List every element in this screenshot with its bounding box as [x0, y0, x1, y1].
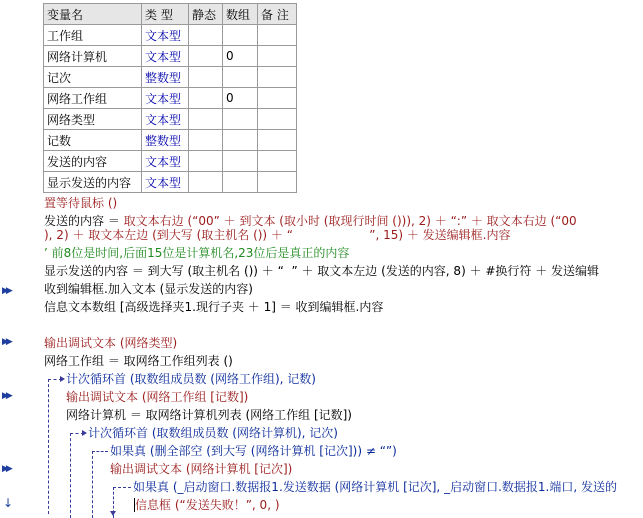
code-line-message-box[interactable]: 信息框 (“发送失败！”, 0, ) — [135, 498, 280, 512]
collapse-marker-icon[interactable]: ▶▶ — [2, 391, 10, 401]
var-array-cell[interactable] — [223, 172, 258, 193]
block-guide — [92, 451, 93, 518]
table-row[interactable] — [44, 88, 297, 109]
code-line-get-computers[interactable]: 网络计算机 ＝ 取网络计算机列表 (网络工作组 [记数]) — [66, 408, 352, 422]
var-type-cell[interactable]: 文本型 — [142, 46, 189, 67]
block-guide — [92, 451, 108, 452]
var-type-cell[interactable]: 文本型 — [142, 151, 189, 172]
block-end-arrow-icon — [110, 511, 116, 516]
loop-arrow-icon — [60, 376, 65, 382]
variable-table — [43, 3, 297, 193]
table-row[interactable] — [44, 46, 297, 67]
var-static-cell[interactable] — [189, 25, 223, 46]
header-type: 类 型 — [142, 4, 189, 25]
header-name: 变量名 — [44, 4, 142, 25]
var-static-cell[interactable] — [189, 67, 223, 88]
var-name-cell[interactable]: 工作组 — [44, 25, 142, 46]
header-array: 数组 — [223, 4, 258, 25]
code-line-continuation[interactable]: ), 2) ＋ 取文本左边 (到大写 (取主机名 ()) ＋ “ ”, 15) ＋ 发送编辑框.内容 — [44, 228, 511, 242]
table-row[interactable] — [44, 25, 297, 46]
var-array-cell[interactable] — [223, 25, 258, 46]
loop-arrow-icon — [82, 430, 87, 436]
current-line-arrow-icon: ↓ — [3, 496, 14, 510]
var-static-cell[interactable] — [189, 88, 223, 109]
var-name-cell[interactable]: 记次 — [44, 67, 142, 88]
code-comment[interactable]: ’ 前8位是时间,后面15位是计算机名,23位后是真正的内容 — [44, 246, 350, 260]
var-note-cell[interactable] — [258, 130, 297, 151]
code-line-append-text[interactable]: 收到编辑框.加入文本 (显示发送的内容) — [44, 282, 253, 296]
var-type-cell[interactable]: 文本型 — [142, 172, 189, 193]
code-line-debug-output-type[interactable]: 输出调试文本 (网络类型) — [44, 336, 178, 350]
var-note-cell[interactable] — [258, 25, 297, 46]
var-static-cell[interactable] — [189, 151, 223, 172]
code-line-if-not-empty[interactable]: 如果真 (删全部空 (到大写 (网络计算机 [记次])) ≠ “”) — [110, 444, 397, 458]
var-name-cell[interactable]: 记数 — [44, 130, 142, 151]
var-static-cell[interactable] — [189, 46, 223, 67]
breakpoint-gutter[interactable] — [0, 0, 14, 518]
var-static-cell[interactable] — [189, 172, 223, 193]
var-type-cell[interactable]: 文本型 — [142, 109, 189, 130]
variable-table-header — [44, 4, 297, 25]
var-type-cell[interactable]: 整数型 — [142, 67, 189, 88]
code-line-if-send-data[interactable]: 如果真 (_启动窗口.数据报1.发送数据 (网络计算机 [记次], _启动窗口.数据报1.端口, 发送的 — [133, 480, 617, 494]
code-line-info-array[interactable]: 信息文本数组 [高级选择夹1.现行子夹 ＋ 1] ＝ 收到编辑框.内容 — [44, 300, 384, 314]
table-row[interactable] — [44, 109, 297, 130]
collapse-marker-icon[interactable]: ▶▶ — [2, 337, 10, 347]
var-static-cell[interactable] — [189, 130, 223, 151]
var-array-cell[interactable]: 0 — [223, 88, 258, 109]
block-guide — [113, 487, 131, 488]
var-array-cell[interactable] — [223, 67, 258, 88]
code-line-loop-computers[interactable]: 计次循环首 (取数组成员数 (网络计算机), 记次) — [88, 426, 338, 440]
var-static-cell[interactable] — [189, 109, 223, 130]
var-array-cell[interactable] — [223, 130, 258, 151]
var-name-cell[interactable]: 发送的内容 — [44, 151, 142, 172]
var-array-cell[interactable]: 0 — [223, 46, 258, 67]
code-expression: 取文本右边 (“00” ＋ 到文本 (取小时 (取现行时间 ())), 2) ＋ “:” ＋ 取文本右边 (“00 — [123, 214, 577, 228]
table-row[interactable] — [44, 172, 297, 193]
var-note-cell[interactable] — [258, 46, 297, 67]
var-note-cell[interactable] — [258, 109, 297, 130]
code-var: 发送的内容 ＝ — [44, 214, 124, 228]
code-line-get-workgroups[interactable]: 网络工作组 ＝ 取网络工作组列表 () — [44, 354, 233, 368]
var-note-cell[interactable] — [258, 88, 297, 109]
collapse-marker-icon[interactable]: ▶▶ — [2, 464, 10, 474]
var-note-cell[interactable] — [258, 151, 297, 172]
var-array-cell[interactable] — [223, 151, 258, 172]
table-row[interactable] — [44, 151, 297, 172]
code-line-assign-display-content[interactable]: 显示发送的内容 ＝ 到大写 (取主机名 ()) ＋ “ ” ＋ 取文本左边 (发送的内容, 8) ＋ #换行符 ＋ 发送编辑 — [44, 264, 600, 278]
var-name-cell[interactable]: 网络计算机 — [44, 46, 142, 67]
var-type-cell[interactable]: 整数型 — [142, 130, 189, 151]
block-guide — [70, 433, 71, 518]
var-type-cell[interactable]: 文本型 — [142, 25, 189, 46]
header-note: 备 注 — [258, 4, 297, 25]
code-line-loop-workgroups[interactable]: 计次循环首 (取数组成员数 (网络工作组), 记数) — [66, 372, 316, 386]
table-row[interactable] — [44, 67, 297, 88]
code-line-set-wait-cursor[interactable]: 置等待鼠标 () — [44, 196, 118, 210]
var-name-cell[interactable]: 显示发送的内容 — [44, 172, 142, 193]
header-static: 静态 — [189, 4, 223, 25]
code-line-debug-output-workgroup[interactable]: 输出调试文本 (网络工作组 [记数]) — [66, 390, 249, 404]
collapse-marker-icon[interactable]: ▶▶ — [2, 286, 10, 296]
var-note-cell[interactable] — [258, 67, 297, 88]
var-name-cell[interactable]: 网络工作组 — [44, 88, 142, 109]
var-array-cell[interactable] — [223, 109, 258, 130]
var-note-cell[interactable] — [258, 172, 297, 193]
var-type-cell[interactable]: 文本型 — [142, 88, 189, 109]
var-name-cell[interactable]: 网络类型 — [44, 109, 142, 130]
table-row[interactable] — [44, 130, 297, 151]
code-line-debug-output-computer[interactable]: 输出调试文本 (网络计算机 [记次]) — [110, 462, 293, 476]
block-guide — [48, 379, 49, 514]
